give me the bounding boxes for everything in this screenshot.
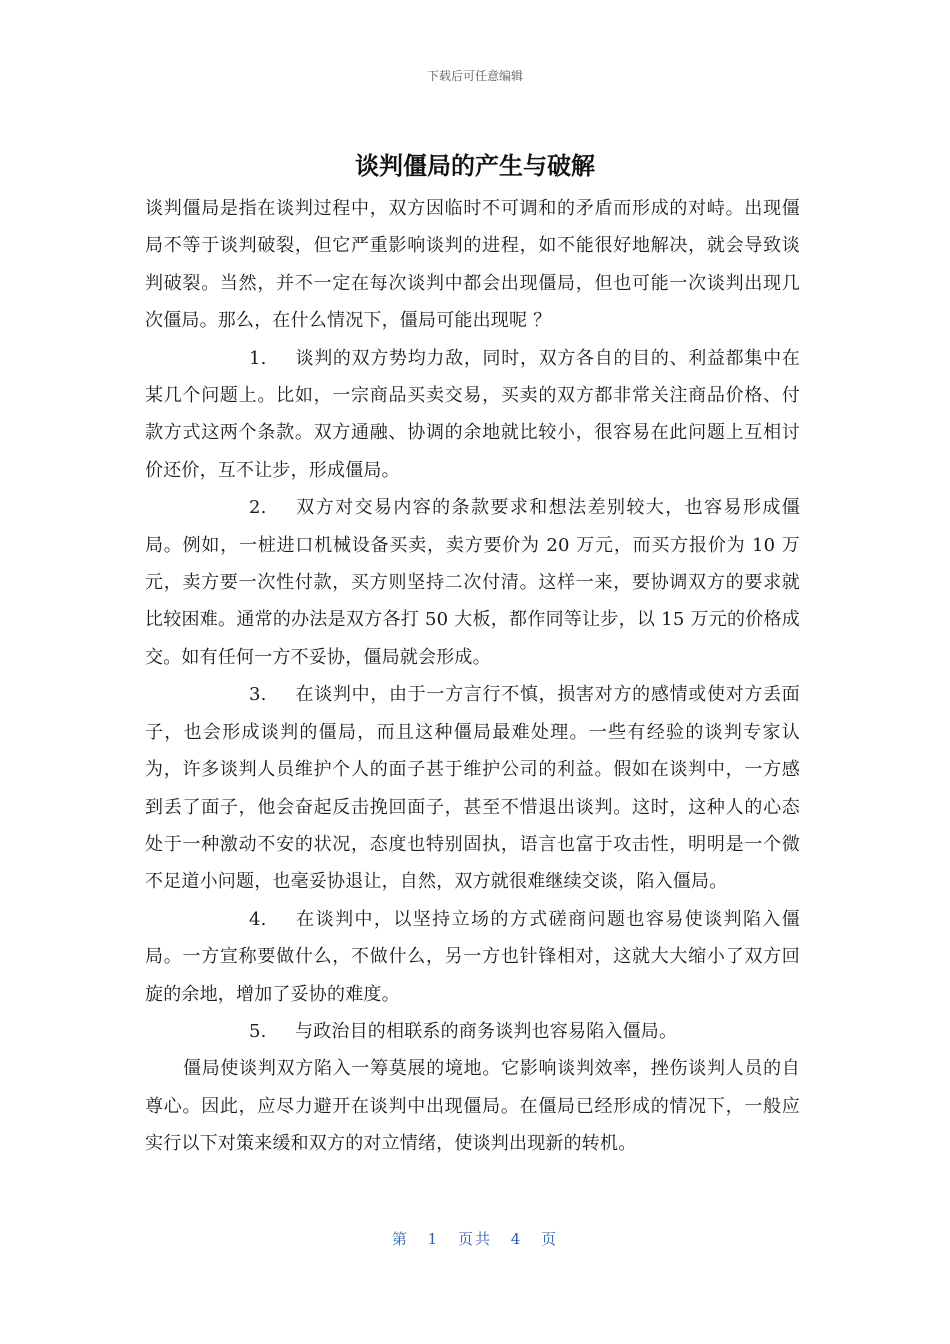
list-item-text: 双方对交易内容的条款要求和想法差别较大，也容易形成僵局。例如，一桩进口机械设备买卖，卖方要价为 20 万元，而买方报价为 10 万元，卖方要一次性付款，买方则坚持二次付清。这样一来，要协调双方的要求就比较困难。通常的办法是双方各打 50 大板，都作同等让步，以 15 万元的价格成交。如有任何一方不妥协，僵局就会形成。 xyxy=(145,497,800,668)
list-item-text: 与政治目的相联系的商务谈判也容易陷入僵局。 xyxy=(295,1020,678,1042)
page-label-mid: 页共 xyxy=(457,1230,492,1248)
list-item-number: 3. xyxy=(249,684,267,706)
list-item xyxy=(145,489,800,676)
closing-paragraph: 僵局使谈判双方陷入一筹莫展的境地。它影响谈判效率，挫伤谈判人员的自尊心。因此，应尽力避开在谈判中出现僵局。在僵局已经形成的情况下，一般应实行以下对策来缓和双方的对立情绪，使谈判出现新的转机。 xyxy=(145,1058,800,1155)
list-item-text: 谈判的双方势均力敌，同时，双方各自的目的、利益都集中在某几个问题上。比如，一宗商品买卖交易，买卖的双方都非常关注商品价格、付款方式这两个条款。双方通融、协调的余地就比较小，很容易在此问题上互相讨价还价，互不让步，形成僵局。 xyxy=(145,347,800,481)
list-item xyxy=(145,1013,800,1050)
header-note: 下载后可任意编辑 xyxy=(426,69,523,83)
page-label-prefix: 第 xyxy=(391,1230,409,1248)
page-total: 4 xyxy=(510,1230,523,1248)
intro-paragraph: 谈判僵局是指在谈判过程中，双方因临时不可调和的矛盾而形成的对峙。出现僵局不等于谈判破裂，但它严重影响谈判的进程，如不能很好地解决，就会导致谈判破裂。当然，并不一定在每次谈判中都会出现僵局，但也可能一次谈判出现几次僵局。那么，在什么情况下，僵局可能出现呢 ？ xyxy=(145,198,800,332)
list-item-number: 2. xyxy=(249,497,267,519)
list-item-text: 在谈判中，由于一方言行不慎，损害对方的感情或使对方丢面子，也会形成谈判的僵局，而且这种僵局最难处理。一些有经验的谈判专家认为，许多谈判人员维护个人的面子甚于维护公司的利益。假如在谈判中，一方感到丢了面子，他会奋起反击挽回面子，甚至不惜退出谈判。这时，这种人的心态处于一种激动不安的状况，态度也特别固执，语言也富于攻击性，明明是一个微不足道小问题，也毫妥协退让，自然，双方就很难继续交谈，陷入僵局。 xyxy=(145,684,800,893)
document-body xyxy=(145,190,800,1163)
page-label-suffix: 页 xyxy=(541,1230,559,1248)
list-item-text: 在谈判中，以坚持立场的方式磋商问题也容易使谈判陷入僵局。一方宣称要做什么，不做什么，另一方也针锋相对，这就大大缩小了双方回旋的余地，增加了妥协的难度。 xyxy=(145,908,800,1005)
page-current: 1 xyxy=(427,1230,440,1248)
list-item-number: 5. xyxy=(249,1020,267,1042)
list-item xyxy=(145,901,800,1013)
list-item-number: 4. xyxy=(249,908,267,930)
page-number-footer xyxy=(0,1228,950,1249)
list-item xyxy=(145,340,800,490)
list-item xyxy=(145,676,800,900)
list-item-number: 1. xyxy=(249,347,267,369)
document-title: 谈判僵局的产生与破解 xyxy=(355,152,595,180)
